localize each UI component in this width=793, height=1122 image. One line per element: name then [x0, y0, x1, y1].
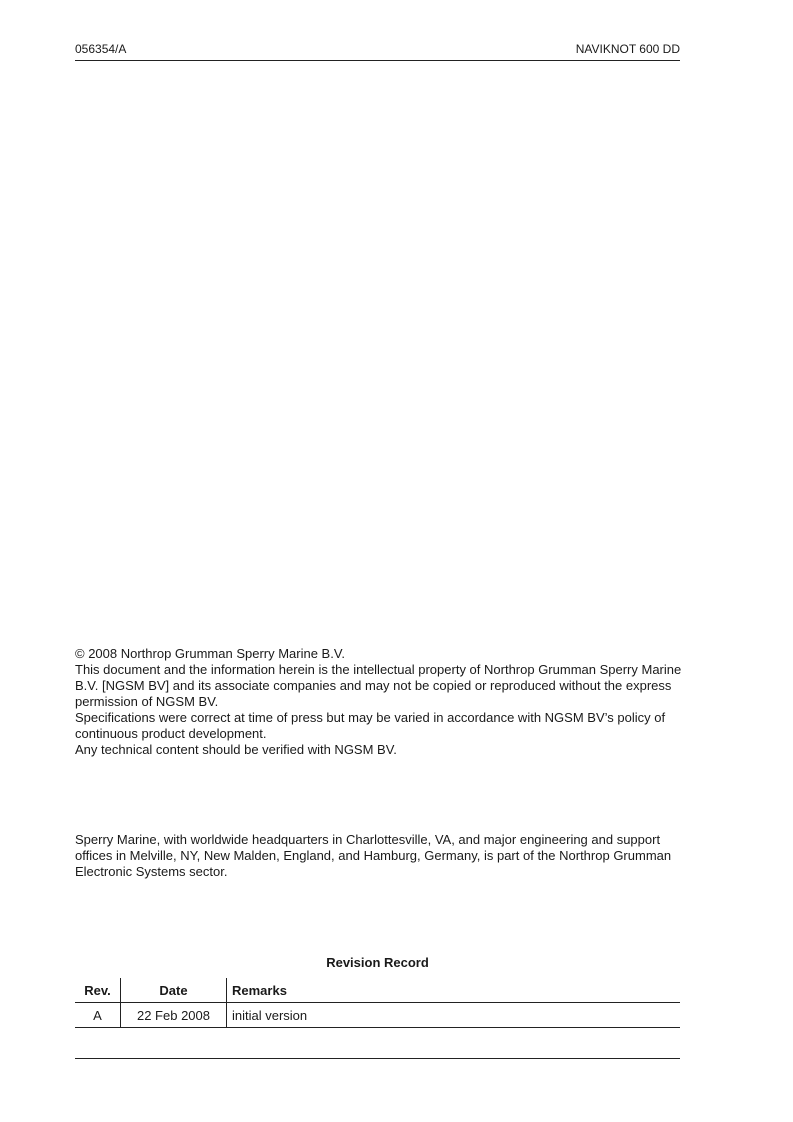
company-info — [75, 832, 685, 880]
product-name: NAVIKNOT 600 DD — [575, 42, 680, 56]
copyright-line: This document and the information herein is the intellectual property of Northrop Grumman Sperry Marine B.V. [NGSM BV] and its associate companies and may not be copied or reproduced without the express permission of NGSM BV. — [75, 662, 682, 709]
copyright-line: © 2008 Northrop Grumman Sperry Marine B.V. — [75, 646, 345, 661]
column-header-rev: Rev. — [75, 978, 121, 1003]
cell-rev: A — [75, 1003, 121, 1028]
copyright-notice — [75, 646, 685, 758]
bottom-divider — [75, 1058, 680, 1059]
copyright-line: Any technical content should be verified with NGSM BV. — [75, 742, 397, 757]
table-row — [75, 1003, 680, 1028]
cell-remarks: initial version — [227, 1003, 681, 1028]
column-header-remarks: Remarks — [227, 978, 681, 1003]
revision-record-title: Revision Record — [326, 955, 429, 970]
company-info-text: Sperry Marine, with worldwide headquarters in Charlottesville, VA, and major engineering and support offices in Melville, NY, New Malden, England, and Hamburg, Germany, is part of the Northrop Grumman Electronic Systems sector. — [75, 832, 672, 879]
document-number: 056354/A — [75, 42, 127, 56]
cell-date: 22 Feb 2008 — [121, 1003, 227, 1028]
column-header-date: Date — [121, 978, 227, 1003]
page-header — [75, 41, 680, 61]
copyright-line: Specifications were correct at time of press but may be varied in accordance with NGSM BV’s policy of continuous product development. — [75, 710, 666, 741]
revision-record-table — [75, 978, 680, 1028]
table-header-row — [75, 978, 680, 1003]
